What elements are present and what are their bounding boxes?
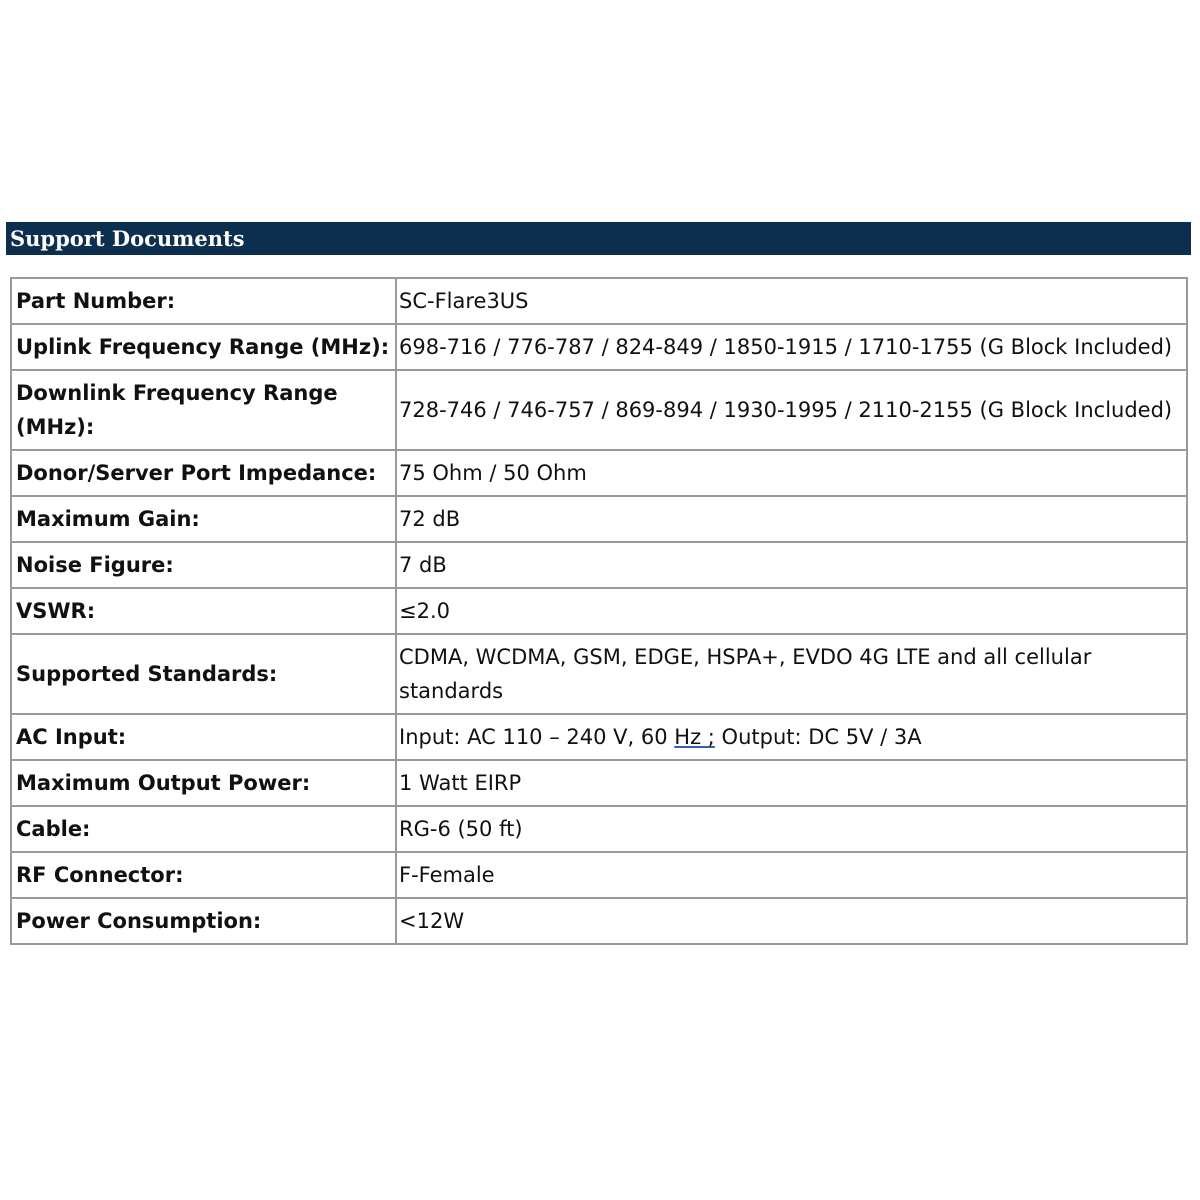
spec-label: Downlink Frequency Range (MHz):	[11, 370, 396, 450]
table-row	[11, 898, 1187, 944]
spec-value	[396, 714, 1187, 760]
spec-value-prefix: Input: AC 110 – 240 V, 60	[399, 725, 675, 749]
table-row	[11, 806, 1187, 852]
spec-value: 72 dB	[396, 496, 1187, 542]
spec-value-suffix: Output: DC 5V / 3A	[714, 725, 922, 749]
spec-label: Maximum Gain:	[11, 496, 396, 542]
spec-label: Noise Figure:	[11, 542, 396, 588]
spec-label: AC Input:	[11, 714, 396, 760]
spec-label: VSWR:	[11, 588, 396, 634]
spec-label: Maximum Output Power:	[11, 760, 396, 806]
spec-table	[10, 277, 1188, 945]
table-row	[11, 542, 1187, 588]
spec-label: Power Consumption:	[11, 898, 396, 944]
spec-value: RG-6 (50 ft)	[396, 806, 1187, 852]
spec-value: 1 Watt EIRP	[396, 760, 1187, 806]
table-row	[11, 370, 1187, 450]
spec-value: SC-Flare3US	[396, 278, 1187, 324]
spec-label: Cable:	[11, 806, 396, 852]
spec-value: ≤2.0	[396, 588, 1187, 634]
table-row	[11, 714, 1187, 760]
spec-label: Donor/Server Port Impedance:	[11, 450, 396, 496]
table-row	[11, 588, 1187, 634]
spec-label: Part Number:	[11, 278, 396, 324]
table-row	[11, 496, 1187, 542]
spec-value: 728-746 / 746-757 / 869-894 / 1930-1995 / 2110-2155 (G Block Included)	[396, 370, 1187, 450]
spec-value: CDMA, WCDMA, GSM, EDGE, HSPA+, EVDO 4G LTE and all cellular standards	[396, 634, 1187, 714]
table-row	[11, 324, 1187, 370]
spec-label: RF Connector:	[11, 852, 396, 898]
table-row	[11, 634, 1187, 714]
table-row	[11, 760, 1187, 806]
spec-value: 7 dB	[396, 542, 1187, 588]
spec-label: Uplink Frequency Range (MHz):	[11, 324, 396, 370]
spec-value: 75 Ohm / 50 Ohm	[396, 450, 1187, 496]
spec-value-underlined: Hz ;	[674, 725, 715, 749]
section-title: Support Documents	[10, 226, 245, 251]
spec-value: 698-716 / 776-787 / 824-849 / 1850-1915 / 1710-1755 (G Block Included)	[396, 324, 1187, 370]
spec-value: F-Female	[396, 852, 1187, 898]
spec-label: Supported Standards:	[11, 634, 396, 714]
table-row	[11, 278, 1187, 324]
table-row	[11, 450, 1187, 496]
spec-value: <12W	[396, 898, 1187, 944]
section-header-bar	[6, 222, 1191, 255]
table-row	[11, 852, 1187, 898]
